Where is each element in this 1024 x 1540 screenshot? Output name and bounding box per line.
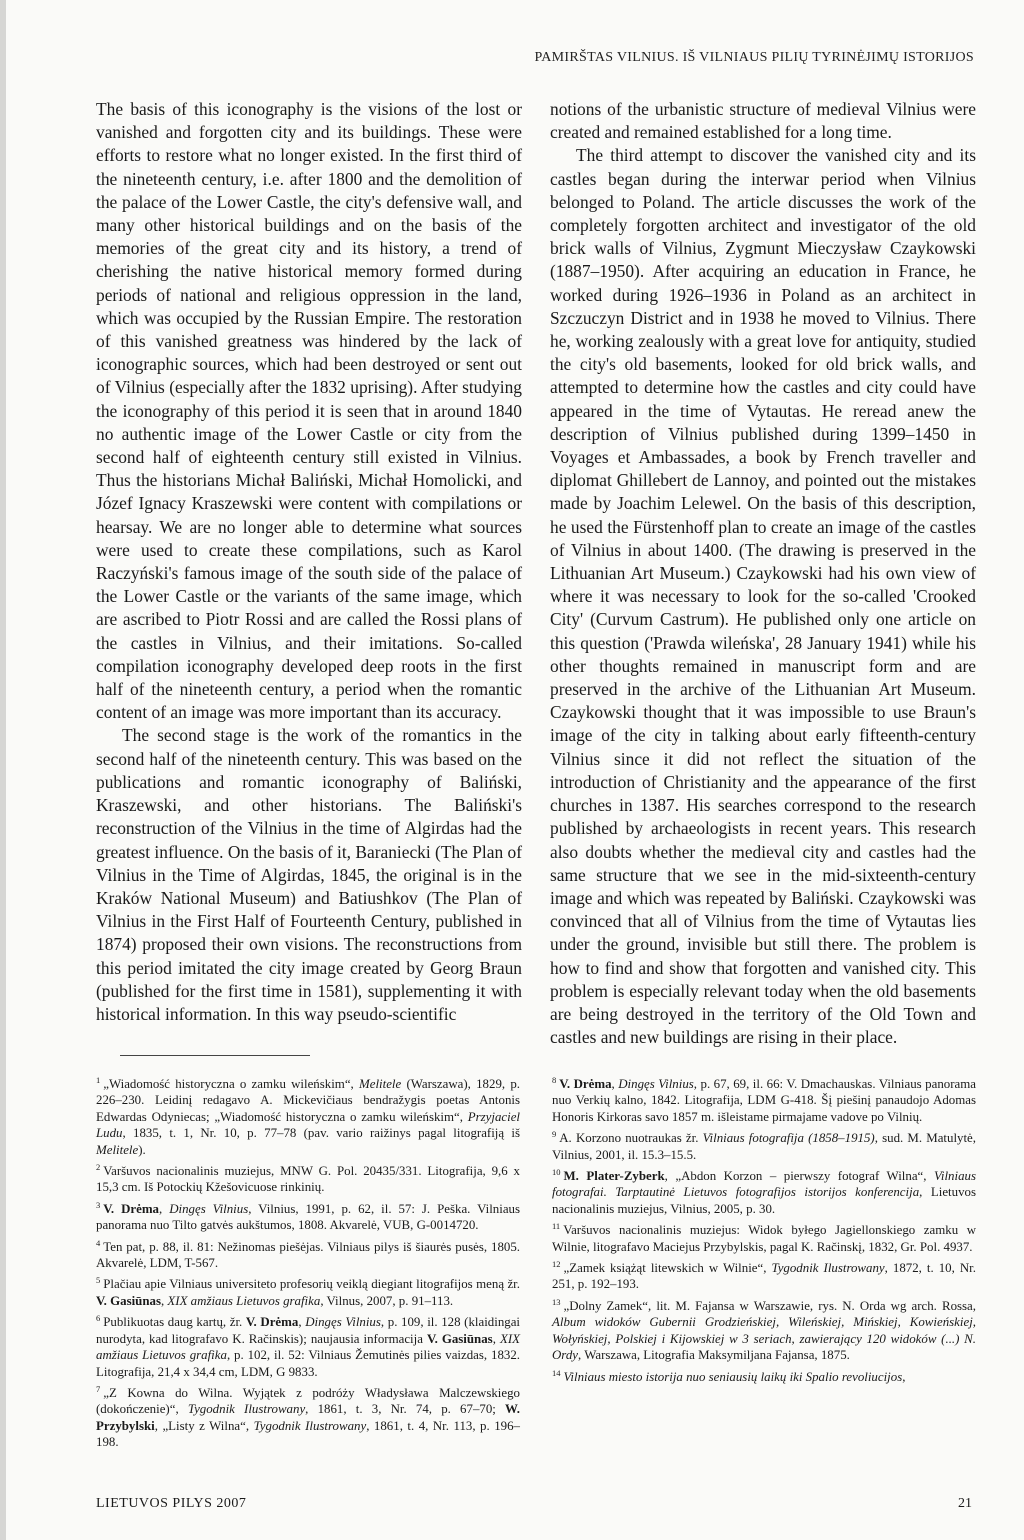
page-number: 21	[958, 1496, 972, 1511]
footnote-2: $^2$ Varšuvos nacionalinis muziejus, MNW G. Pol. 20435/331. Litografija, 9,6 x 15,3 cm. Iš Potockių Kžešovicuose rinkinių.	[96, 1162, 520, 1195]
running-head: PAMIRŠTAS VILNIUS. IŠ VILNIAUS PILIŲ TYRINĖJIMŲ ISTORIJOS	[534, 50, 974, 65]
body-column-left	[96, 98, 522, 1026]
footnotes-column-right	[552, 1072, 976, 1386]
footnote-separator	[120, 1055, 310, 1056]
footnote-3: $^3$ V. Drėma, Dingęs Vilnius, Vilnius, 1991, p. 62, il. 57: J. Peška. Vilniaus panorama nuo Tilto gatvės aukštumos, 1808. Akvarelė, VUB, G-0014720.	[96, 1199, 521, 1233]
footnote-13: $^{13}$ „Dolny Zamek“, lit. M. Fajansa w Warszawie, rys. N. Orda wg arch. Rossa, Album widoków Gubernii Grodzieńskiej, Wileńskiej, Mińskiej, Kowieńskiej, Wołyńskiej, Polskiej i Kijowskiej w 3 seriach, zawierający 120 widoków (...) N. Ordy, Warszawa, Litografia Maksymiljana Fajansa, 1875.	[552, 1296, 976, 1363]
footnote-1: $^1$ „Wiadomość historyczna o zamku wileńskim“, Melitele (Warszawa), 1829, p. 226–230. Leidinį redagavo A. Mickevičiaus bendražygis poetas Antonis Edwardas Odyniecas; „Wiadomość historyczna o zamku wileńskim“, Przyjaciel Ludu, 1835, t. 1, Nr. 10, p. 77–78 (pav. vario raižinys pagal litografiją iš Melitele).	[96, 1075, 521, 1157]
paragraph: notions of the urbanistic structure of medieval Vilnius were created and remained established for a long time.	[550, 99, 976, 143]
footnote-11: $^{11}$ Varšuvos nacionalinis muziejus: Widok byłego Jagiellonskiego zamku w Wilnie, litografavo Maciejus Przybylskis, pagal K. Račinskį, 1832, Gr. Pol. 4937.	[552, 1221, 976, 1254]
footnote-8: $^8$ V. Drėma, Dingęs Vilnius, p. 67, 69, il. 66: V. Dmachauskas. Vilniaus panorama nuo Verkių kalno, 1842. Litografija, LDM G-418. Šį piešinį panaudojo Adomas Honoris Kirkoras savo 1857 m. išleistame pirmajame vadove po Vilnių.	[552, 1075, 976, 1124]
page-binding-edge	[0, 0, 6, 1540]
body-column-right	[550, 98, 976, 1049]
paragraph: The basis of this iconography is the visions of the lost or vanished and forgotten city and its buildings. These were efforts to restore what no longer existed. In the first third of the nineteenth century, i.e. after 1800 and the demolition of the palace of the Lower Castle, the city's defensive wall, and many other historical buildings and on the basis of the memories of the great city and its history, a trend of cherishing the native historical memory formed during periods of national and religious oppression in the land, which was occupied by the Russian Empire. The restoration of this vanished greatness was hindered by the lack of iconographic sources, which had been destroyed or sent out of Vilnius (especially after the 1832 uprising). After studying the iconography of this period it is seen that in around 1840 no authentic image of the Lower Castle or city from the second half of eighteenth century still existed in Vilnius. Thus the historians Michał Baliński, Michał Homolicki, and Józef Ignacy Kraszewski were content with compilations or hearsay. We are no longer able to determine what sources were used to create these compilations, such as Karol Raczyński's famous image of the south side of the palace of the Lower Castle or the variants of the same image, which are ascribed to Piotr Rossi and are called the Rossi plans of the castles in Vilnius, and their imitations. So-called compilation iconography developed deep roots in the first half of the nineteenth century, a period when the romantic content of an image was more important than its accuracy.	[96, 99, 522, 723]
paragraph: The third attempt to discover the vanished city and its castles began during the interwar period when Vilnius belonged to Poland. The article discusses the work of the completely forgotten architect and investigator of the old brick walls of Vilnius, Zygmunt Mieczysław Czaykowski (1887–1950). After acquiring an education in France, he worked during 1926–1936 in Poland as an architect in Szczuczyn District and in 1938 he moved to Vilnius. There he, working zealously with a great love for antiquity, studied the city's old basements, looked for old brick walls, and attempted to determine how the castles and city could have appeared in the time of Vytautas. He reread anew the description of Vilnius published during 1399–1450 in Voyages et Ambassades, a book by French traveller and diplomat Ghillebert de Lannoy, and pointed out the mistakes made by Joachim Lelewel. On the basis of this description, he used the Fürstenhoff plan to create an image of the castles of Vilnius in about 1400. (The drawing is preserved in the Lithuanian Art Museum.) Czaykowski had his own view of where it was necessary to look for the so-called 'Crooked City' (Curvum Castrum). He published only one article on this question ('Prawda wileńska', 28 January 1941) while his other thoughts remained in manuscript form and are preserved in the archive of the Lithuanian Art Museum. Czaykowski thought that it was impossible to use Braun's image of the city in talking about early fifteenth-century Vilnius since it did not reflect the situation of the introduction of Christianity and the appearance of the first churches in 1387. His searches correspond to the research published by archaeologists in recent years. This research also doubts whether the medieval city and castles had the same structure that we see in the mid-sixteenth-century image and which was repeated by Baliński. Czaykowski was convinced that all of Vilnius from the time of Vytautas lies under the ground, invisible but still there. The problem is how to find and show that forgotten and vanished city. This problem is especially relevant today when the old basements are being destroyed in the territory of the Old Town and castles and new buildings are rising in their place.	[550, 145, 976, 1048]
footnote-14: $^{14}$ Vilniaus miesto istorija nuo seniausių laikų iki Spalio revoliucijos,	[552, 1367, 906, 1384]
journal-footer: LIETUVOS PILYS 2007	[96, 1496, 247, 1511]
footnote-10: $^{10}$ M. Plater-Zyberk, „Abdon Korzon – pierwszy fotograf Wilna“, Vilniaus fotografai. Tarptautinė Lietuvos fotografijos istorijos konferencija, Lietuvos nacionalinis muziejus, Vilnius, 2005, p. 30.	[552, 1167, 976, 1216]
footnote-4: $^4$ Ten pat, p. 88, il. 81: Nežinomas piešėjas. Vilniaus pilys iš šiaurės pusės, 1805. Akvarelė, LDM, T-567.	[96, 1237, 520, 1271]
footnote-12: $^{12}$ „Zamek książąt litewskich w Wilnie“, Tygodnik Ilustrowany, 1872, t. 10, Nr. 251, p. 192–193.	[552, 1259, 976, 1292]
footnote-9: $^9$ A. Korzono nuotraukas žr. Vilniaus fotografija (1858–1915), sud. M. Matulytė, Vilnius, 2001, il. 15.3–15.5.	[552, 1129, 977, 1162]
footnote-7: $^7$ „Z Kowna do Wilna. Wyjątek z podróży Władysława Malczewskiego (dokończenie)“, Tygodnik Ilustrowany, 1861, t. 3, Nr. 74, p. 67–70; W. Przybylski, „Listy z Wilna“, Tygodnik Ilustrowany, 1861, t. 4, Nr. 113, p. 196–198.	[96, 1383, 520, 1450]
footnotes-column-left	[96, 1072, 520, 1452]
footnote-6: $^6$ Publikuotas daug kartų, žr. V. Drėma, Dingęs Vilnius, p. 109, il. 128 (klaidingai nurodyta, kad litografavo K. Račinskis); naujausia informacija V. Gasiūnas, XIX amžiaus Lietuvos grafika, p. 102, il. 52: Vilniaus Žemutinės pilies vaizdas, 1832. Litografija, 21,4 x 34,4 cm, LDM, G 9833.	[96, 1313, 521, 1379]
footnote-5: $^5$ Plačiau apie Vilniaus universiteto profesorių veiklą diegiant litografijos meną žr. V. Gasiūnas, XIX amžiaus Lietuvos grafika, Vilnus, 2007, p. 91–113.	[96, 1275, 520, 1308]
paragraph: The second stage is the work of the romantics in the second half of the nineteenth century. This was based on the publications and romantic iconography of Baliński, Kraszewski, and other historians. The Baliński's reconstruction of the Vilnius in the time of Algirdas had the greatest influence. On the basis of it, Baraniecki (The Plan of Vilnius in the Time of Algirdas, 1845, the original is in the Kraków National Museum) and Batiushkov (The Plan of Vilnius in the First Half of Fourteenth Century, published in 1874) proposed their own visions. The reconstructions from this period imitated the city image created by Georg Braun (published for the first time in 1581), supplementing it with historical information. In this way pseudo-scientific	[96, 725, 522, 1024]
